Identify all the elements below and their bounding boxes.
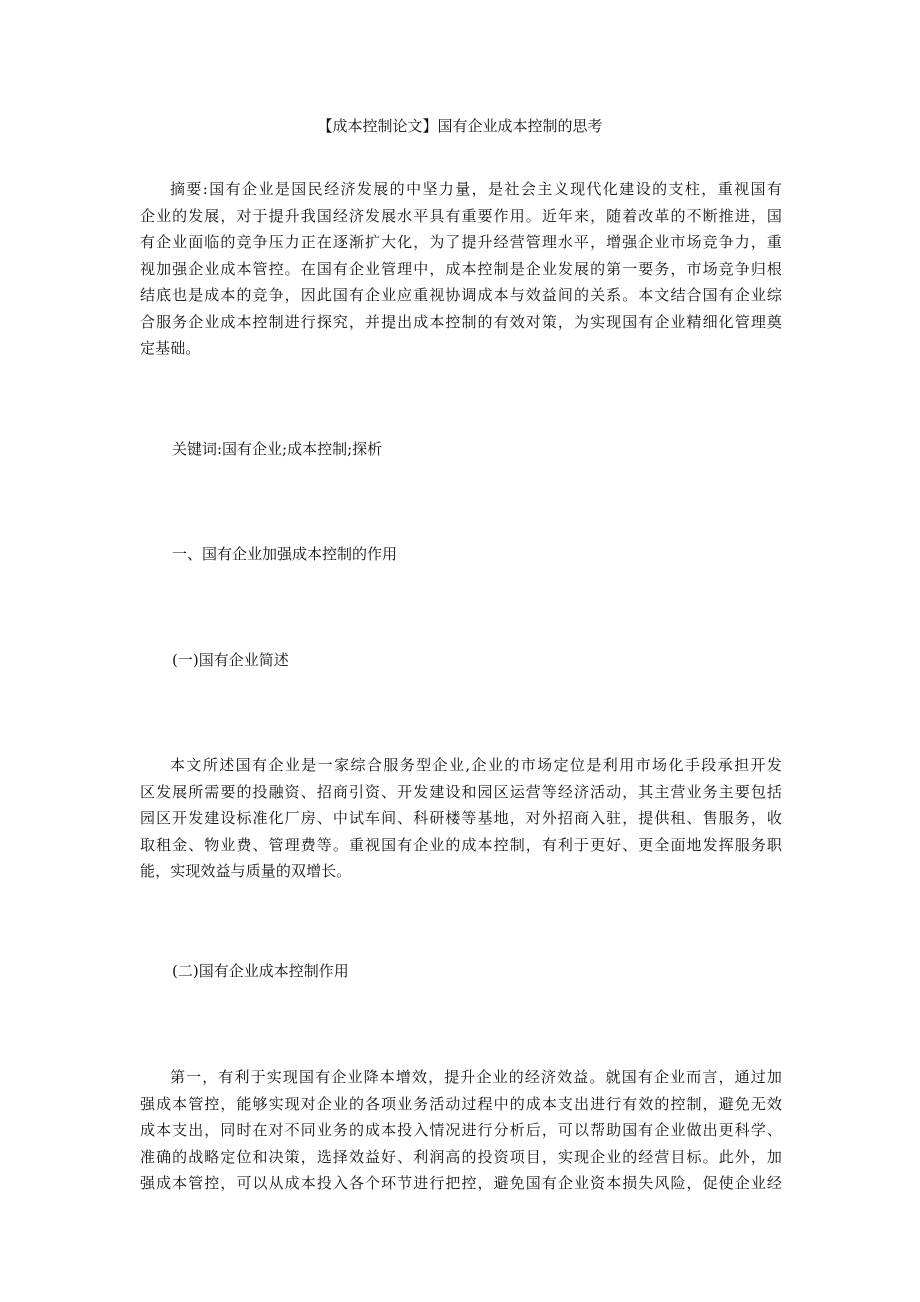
body-line: 强成本管控，能够实现对企业的各项业务活动过程中的成本支出进行有效的控制，避免无效 <box>140 1094 782 1113</box>
section-heading: 一、国有企业加强成本控制的作用 <box>172 545 398 563</box>
body-line: 园区开发建设标准化厂房、中试车间、科研楼等基地，对外招商入驻，提供租、售服务，收 <box>140 809 782 827</box>
abstract-line: 有企业面临的竞争压力正在逐渐扩大化，为了提升经营管理水平，增强企业市场竞争力，重 <box>140 233 782 251</box>
abstract-line: 合服务企业成本控制进行探究，并提出成本控制的有效对策，为实现国有企业精细化管理奠 <box>140 312 782 331</box>
body-line: 强成本管控，可以从成本投入各个环节进行把控，避免国有企业资本损失风险，促使企业经 <box>140 1174 782 1192</box>
body-line: 取租金、物业费、管理费等。重视国有企业的成本控制，有利于更好、更全面地发挥服务职 <box>140 835 782 854</box>
document-title: 【成本控制论文】国有企业成本控制的思考 <box>317 117 603 135</box>
body-line: 区发展所需要的投融资、招商引资、开发建设和园区运营等经济活动，其主营业务主要包括 <box>140 782 782 801</box>
subsection-heading: (二)国有企业成本控制作用 <box>172 962 349 980</box>
abstract-line: 摘要:国有企业是国民经济发展的中坚力量，是社会主义现代化建设的支柱，重视国有 <box>170 180 782 198</box>
body-line: 准确的战略定位和决策，选择效益好、利润高的投资项目，实现企业的经营目标。此外，加 <box>140 1147 782 1166</box>
subsection-body <box>140 752 782 885</box>
abstract-paragraph <box>140 176 782 362</box>
body-line: 能，实现效益与质量的双增长。 <box>140 862 352 880</box>
subsection-body <box>140 1064 782 1197</box>
body-line: 第一，有利于实现国有企业降本增效，提升企业的经济效益。就国有企业而言，通过加 <box>170 1068 782 1086</box>
subsection-heading: (一)国有企业简述 <box>172 651 289 669</box>
body-line: 成本支出，同时在对不同业务的成本投入情况进行分析后，可以帮助国有企业做出更科学、 <box>140 1121 782 1139</box>
abstract-line: 定基础。 <box>140 339 201 357</box>
abstract-line: 企业的发展，对于提升我国经济发展水平具有重要作用。近年来，随着改革的不断推进，国 <box>140 206 782 225</box>
body-line: 本文所述国有企业是一家综合服务型企业,企业的市场定位是利用市场化手段承担开发 <box>170 756 782 774</box>
abstract-line: 视加强企业成本管控。在国有企业管理中，成本控制是企业发展的第一要务，市场竞争归根 <box>140 259 782 278</box>
abstract-line: 结底也是成本的竞争，因此国有企业应重视协调成本与效益间的关系。本文结合国有企业综 <box>140 286 782 304</box>
keywords-line: 关键词:国有企业;成本控制;探析 <box>172 440 383 458</box>
